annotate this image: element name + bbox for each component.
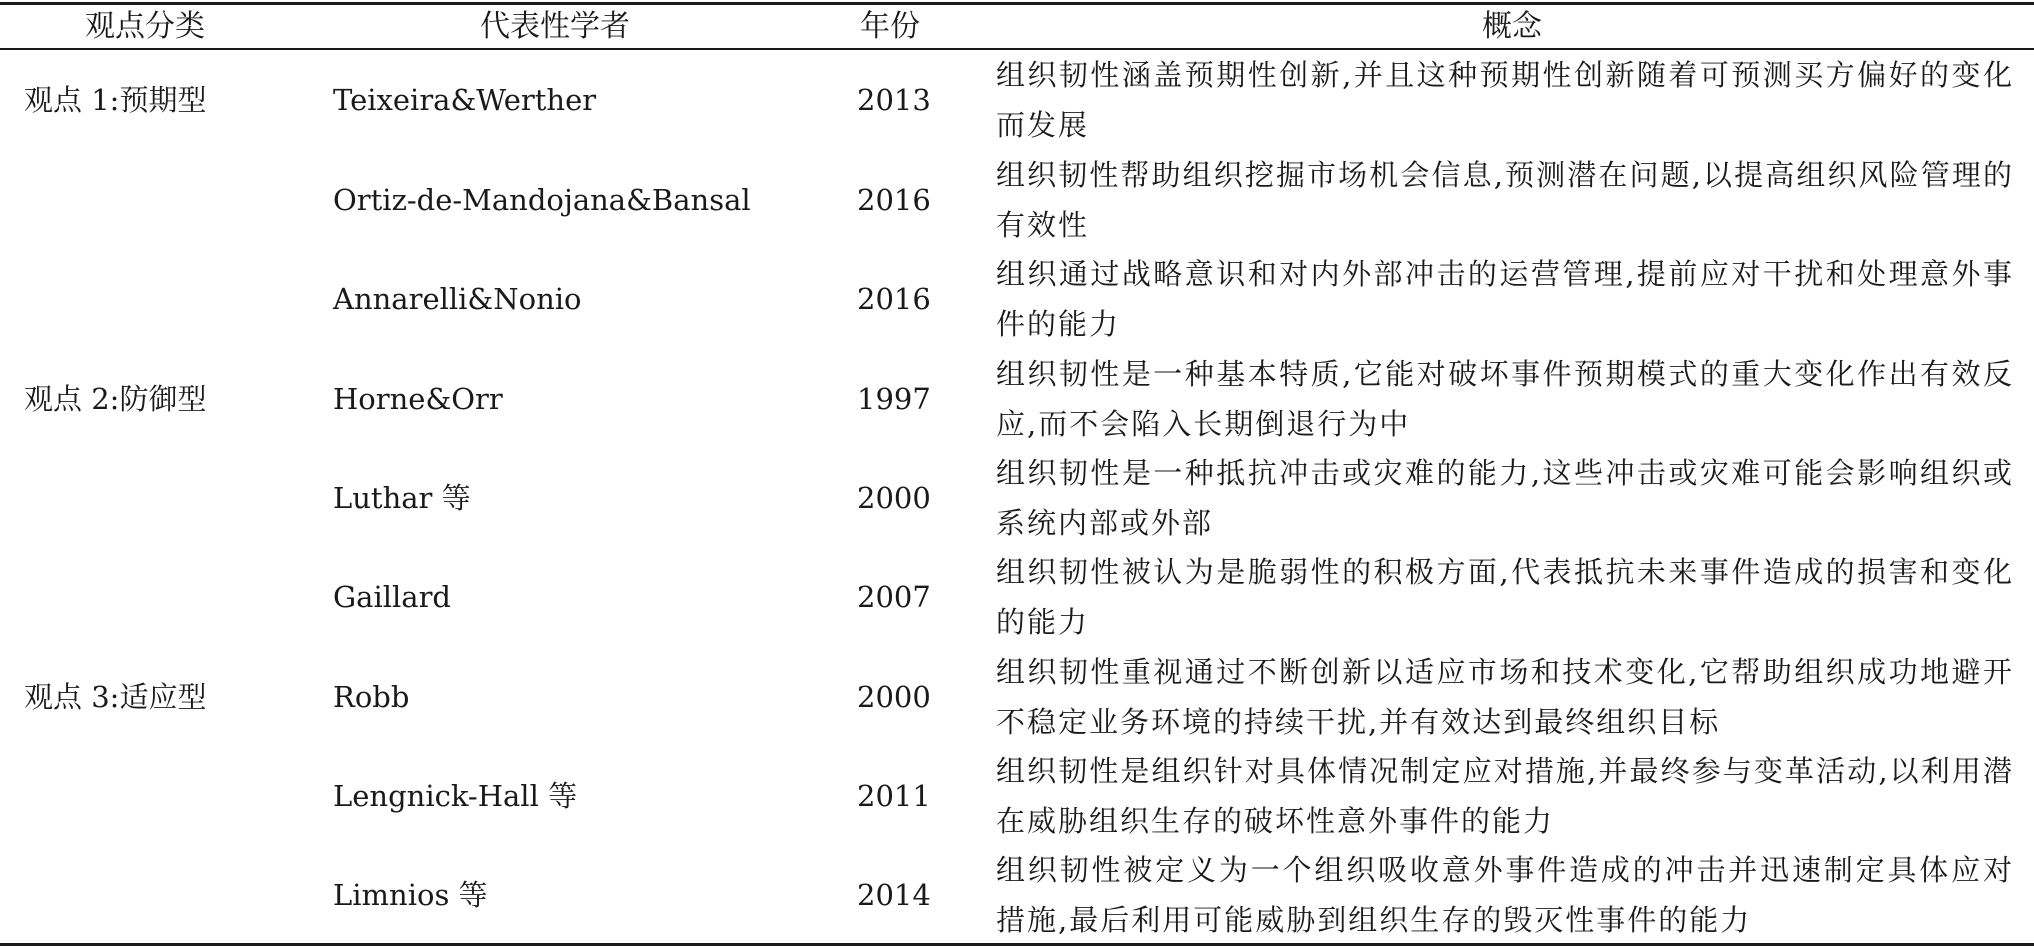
header-year: 年份 bbox=[860, 9, 920, 44]
row-scholar: Robb bbox=[333, 680, 410, 714]
table-row bbox=[0, 249, 2034, 349]
row-definition: 组织韧性是一种基本特质,它能对破坏事件预期模式的重大变化作出有效反应,而不会陷入长期倒退行为中 bbox=[996, 357, 2014, 441]
table-row bbox=[0, 547, 2034, 647]
table-row bbox=[0, 50, 2034, 150]
row-definition: 组织韧性被认为是脆弱性的积极方面,代表抵抗未来事件造成的损害和变化的能力 bbox=[996, 555, 2014, 639]
row-definition: 组织韧性帮助组织挖掘市场机会信息,预测潜在问题,以提高组织风险管理的有效性 bbox=[996, 158, 2014, 242]
table-row bbox=[0, 746, 2034, 846]
row-year: 2016 bbox=[857, 282, 931, 316]
header-category: 观点分类 bbox=[85, 9, 205, 44]
row-definition: 组织韧性是一种抵抗冲击或灾难的能力,这些冲击或灾难可能会影响组织或系统内部或外部 bbox=[996, 456, 2014, 540]
table-row bbox=[0, 349, 2034, 449]
row-category: 观点 3:适应型 bbox=[24, 680, 207, 714]
table-row bbox=[0, 150, 2034, 250]
row-year: 2007 bbox=[857, 580, 931, 614]
row-year: 2014 bbox=[857, 878, 931, 912]
row-scholar: Teixeira&Werther bbox=[333, 83, 597, 117]
row-scholar: Luthar 等 bbox=[333, 481, 471, 515]
row-definition: 组织通过战略意识和对内外部冲击的运营管理,提前应对干扰和处理意外事件的能力 bbox=[996, 257, 2014, 341]
header-definition: 概念 bbox=[1482, 9, 1542, 44]
table-row bbox=[0, 448, 2034, 548]
row-scholar: Limnios 等 bbox=[333, 878, 488, 912]
row-scholar: Lengnick-Hall 等 bbox=[333, 779, 578, 813]
table-bottom-rule bbox=[0, 943, 2034, 946]
row-year: 2013 bbox=[857, 83, 931, 117]
row-year: 2016 bbox=[857, 183, 931, 217]
row-scholar: Ortiz-de-Mandojana&Bansal bbox=[333, 183, 751, 217]
header-scholar: 代表性学者 bbox=[480, 9, 630, 44]
row-definition: 组织韧性是组织针对具体情况制定应对措施,并最终参与变革活动,以利用潜在威胁组织生存的破坏性意外事件的能力 bbox=[996, 754, 2014, 838]
row-scholar: Horne&Orr bbox=[333, 382, 503, 416]
row-year: 2011 bbox=[857, 779, 931, 813]
table-row bbox=[0, 647, 2034, 747]
table-row bbox=[0, 845, 2034, 945]
row-category: 观点 1:预期型 bbox=[24, 83, 207, 117]
row-definition: 组织韧性涵盖预期性创新,并且这种预期性创新随着可预测买方偏好的变化而发展 bbox=[996, 58, 2014, 142]
row-year: 2000 bbox=[857, 680, 931, 714]
row-category: 观点 2:防御型 bbox=[24, 382, 207, 416]
row-scholar: Annarelli&Nonio bbox=[333, 282, 582, 316]
row-year: 2000 bbox=[857, 481, 931, 515]
row-year: 1997 bbox=[857, 382, 931, 416]
row-definition: 组织韧性重视通过不断创新以适应市场和技术变化,它帮助组织成功地避开不稳定业务环境的持续干扰,并有效达到最终组织目标 bbox=[996, 655, 2014, 739]
row-scholar: Gaillard bbox=[333, 580, 451, 614]
row-definition: 组织韧性被定义为一个组织吸收意外事件造成的冲击并迅速制定具体应对措施,最后利用可能威胁到组织生存的毁灭性事件的能力 bbox=[996, 853, 2014, 937]
